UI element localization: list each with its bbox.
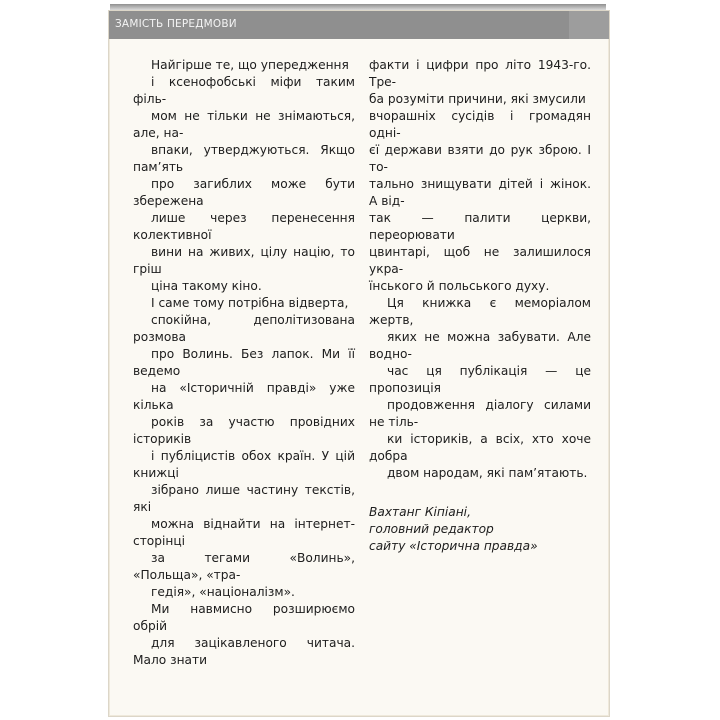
paragraph bbox=[369, 57, 591, 295]
text-line: на «Історичній правді» уже кілька bbox=[133, 381, 355, 412]
text-line: ціна такому кіно. bbox=[151, 279, 262, 293]
author-site: сайту «Історична правда» bbox=[369, 539, 538, 553]
text-line: яких не можна забувати. Але водно- bbox=[369, 330, 591, 361]
text-line: гедія», «націоналізм». bbox=[151, 585, 295, 599]
text-line: зібрано лише частину текстів, які bbox=[133, 483, 355, 514]
text-line: час ця публікація — це пропозиція bbox=[369, 364, 591, 395]
text-line: продовження діалогу силами не тіль- bbox=[369, 398, 591, 429]
text-line: цвинтарі, щоб не залишилося укра- bbox=[369, 245, 591, 276]
header-strip bbox=[109, 11, 609, 39]
paragraph bbox=[133, 601, 355, 669]
text-line: мом не тільки не знімаються, але, на- bbox=[133, 109, 355, 140]
text-line: лише через перенесення колективної bbox=[133, 211, 355, 242]
author-role: головний редактор bbox=[369, 522, 494, 536]
text-line: так — палити церкви, переорювати bbox=[369, 211, 591, 242]
header-strip-end bbox=[569, 11, 609, 39]
text-line: ба розуміти причини, які змусили bbox=[369, 92, 586, 106]
text-line: двом народам, які пам’ятають. bbox=[387, 466, 588, 480]
text-line: і публіцистів обох країн. У цій книжці bbox=[133, 449, 355, 480]
text-line: Найгірше те, що упередження bbox=[151, 58, 349, 72]
text-line: за тегами «Волинь», «Польща», «тра- bbox=[133, 551, 355, 582]
paragraph bbox=[369, 295, 591, 482]
text-line: можна віднайти на інтернет-сторінці bbox=[133, 517, 355, 548]
text-line: факти і цифри про літо 1943-го. Тре- bbox=[369, 58, 591, 89]
text-line: вини на живих, цілу націю, то гріш bbox=[133, 245, 355, 276]
paragraph bbox=[133, 295, 355, 601]
text-line: їнського й польського духу. bbox=[369, 279, 550, 293]
text-line: для зацікавленого читача. Мало знати bbox=[133, 636, 355, 667]
text-line: тально знищувати дітей і жінок. А від- bbox=[369, 177, 591, 208]
text-line: про Волинь. Без лапок. Ми її ведемо bbox=[133, 347, 355, 378]
signature-block bbox=[369, 504, 591, 555]
text-line: впаки, утверджуються. Якщо пам’ять bbox=[133, 143, 355, 174]
text-line: спокійна, деполітизована розмова bbox=[133, 313, 355, 344]
text-line: ки істориків, а всіх, хто хоче добра bbox=[369, 432, 591, 463]
text-line: вчорашніх сусідів і громадян одні- bbox=[369, 109, 591, 140]
text-line: років за участю провідних істориків bbox=[133, 415, 355, 446]
text-line: про загиблих може бути збережена bbox=[133, 177, 355, 208]
section-title: ЗАМІСТЬ ПЕРЕДМОВИ bbox=[115, 18, 237, 30]
text-line: Ця книжка є меморіалом жертв, bbox=[369, 296, 591, 327]
right-column bbox=[369, 57, 591, 555]
text-line: і ксенофобські міфи таким філь- bbox=[133, 75, 355, 106]
left-column bbox=[133, 57, 355, 669]
book-page bbox=[108, 10, 610, 717]
text-line: І саме тому потрібна відверта, bbox=[151, 296, 349, 310]
text-line: єї держави взяти до рук зброю. І то- bbox=[369, 143, 591, 174]
author-name: Вахтанг Кіпіані, bbox=[369, 505, 471, 519]
paragraph bbox=[133, 57, 355, 295]
text-line: Ми навмисно розширюємо обрій bbox=[133, 602, 355, 633]
